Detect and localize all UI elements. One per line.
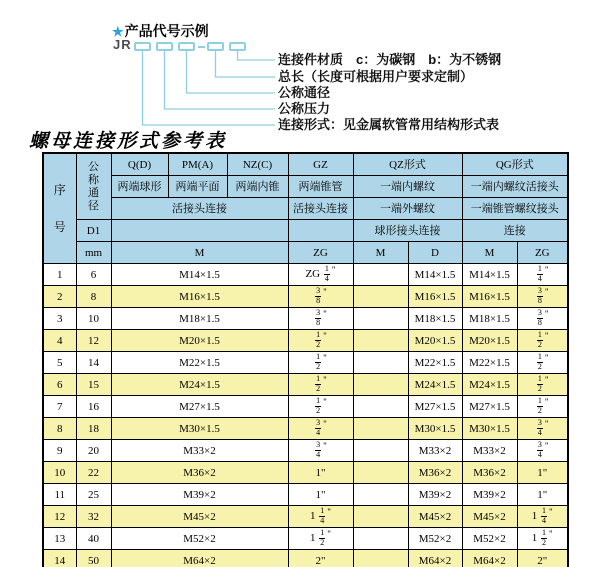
cell-seq: 3 [43, 308, 76, 330]
header-desc-qz-1: 一端内螺纹 [353, 176, 462, 198]
header-empty-gz [288, 220, 353, 242]
cell-qg_m: M18×1.5 [462, 308, 517, 330]
cell-qg_zg: $\frac{3}{8}$ " [517, 308, 568, 330]
cell-qz_d: M20×1.5 [408, 330, 462, 352]
cell-qz_m [353, 352, 408, 374]
fraction: $\frac{1}{2}$ [537, 330, 542, 349]
cell-qz_m [353, 418, 408, 440]
cell-qg_zg: $\frac{3}{4}$ " [517, 440, 568, 462]
cell-gz: 1" [288, 462, 353, 484]
cell-qg_m: M22×1.5 [462, 352, 517, 374]
cell-qz_m [353, 550, 408, 567]
label-connection: 连接形式：见金属软管常用结构形式表 [278, 117, 500, 132]
cell-seq: 5 [43, 352, 76, 374]
cell-seq: 4 [43, 330, 76, 352]
cell-qz_d: M30×1.5 [408, 418, 462, 440]
table-row [43, 418, 568, 440]
cell-qz_d: M36×2 [408, 462, 462, 484]
cell-d1: 20 [76, 440, 111, 462]
fraction: $\frac{3}{8}$ [537, 286, 542, 305]
cell-qz_m [353, 374, 408, 396]
cell-d1: 10 [76, 308, 111, 330]
cell-qz_d: M24×1.5 [408, 374, 462, 396]
cell-gz: ZG $\frac{1}{4}$ " [288, 264, 353, 286]
header-col-pma: PM(A) [168, 153, 227, 176]
header-unit-qz-m: M [353, 242, 408, 264]
cell-seq: 2 [43, 286, 76, 308]
cell-qg_m: M16×1.5 [462, 286, 517, 308]
header-unit-qz-d: D [408, 242, 462, 264]
cell-seq: 9 [43, 440, 76, 462]
cell-d1: 22 [76, 462, 111, 484]
fraction: $\frac{1}{2}$ [537, 352, 542, 371]
cell-m: M30×1.5 [111, 418, 288, 440]
cell-qg_m: M30×1.5 [462, 418, 517, 440]
fraction: $\frac{3}{4}$ [316, 418, 321, 437]
fraction: $\frac{1}{2}$ [316, 330, 321, 349]
cell-m: M39×2 [111, 484, 288, 506]
cell-d1: 8 [76, 286, 111, 308]
cell-qg_m: M39×2 [462, 484, 517, 506]
cell-qz_d: M18×1.5 [408, 308, 462, 330]
cell-m: M20×1.5 [111, 330, 288, 352]
header-unit-zg: ZG [288, 242, 353, 264]
cell-qz_m [353, 330, 408, 352]
cell-m: M45×2 [111, 506, 288, 528]
cell-qg_m: M20×1.5 [462, 330, 517, 352]
fraction: $\frac{1}{2}$ [320, 528, 325, 547]
cell-qz_d: M39×2 [408, 484, 462, 506]
table-row [43, 550, 568, 567]
fraction: $\frac{3}{4}$ [316, 440, 321, 459]
fraction: $\frac{1}{2}$ [542, 528, 547, 547]
cell-qg_zg: 2" [517, 550, 568, 567]
cell-gz: 1 $\frac{1}{2}$ " [288, 528, 353, 550]
label-length: 总长（长度可根据用户要求定制） [278, 69, 474, 84]
table-header [43, 153, 568, 264]
table-row [43, 264, 568, 286]
header-col-qd: Q(D) [111, 153, 168, 176]
cell-d1: 32 [76, 506, 111, 528]
fraction: $\frac{1}{2}$ [316, 396, 321, 415]
cell-qz_d: M22×1.5 [408, 352, 462, 374]
cell-qz_m [353, 528, 408, 550]
cell-gz: $\frac{3}{8}$ " [288, 286, 353, 308]
header-col-qz: QZ形式 [353, 153, 462, 176]
fraction: $\frac{3}{4}$ [537, 418, 542, 437]
cell-seq: 7 [43, 396, 76, 418]
cell-d1: 40 [76, 528, 111, 550]
leader-line-material [238, 51, 276, 60]
header-desc-qg-1: 一端内螺纹活接头 [462, 176, 568, 198]
cell-d1: 16 [76, 396, 111, 418]
table-row [43, 308, 568, 330]
code-prefix: JR [113, 37, 132, 52]
cell-qg_m: M52×2 [462, 528, 517, 550]
cell-qg_m: M33×2 [462, 440, 517, 462]
cell-qz_m [353, 396, 408, 418]
cell-qg_zg: 1 $\frac{1}{2}$ " [517, 528, 568, 550]
leader-line-diameter [187, 51, 276, 93]
cell-d1: 50 [76, 550, 111, 567]
header-empty-left [111, 220, 288, 242]
cell-gz: $\frac{1}{2}$ " [288, 374, 353, 396]
cell-qg_zg: $\frac{3}{4}$ " [517, 418, 568, 440]
header-seq-label: 序 号 [53, 182, 66, 235]
cell-qz_m [353, 264, 408, 286]
cell-qg_zg: 1 $\frac{1}{4}$ " [517, 506, 568, 528]
cell-m: M18×1.5 [111, 308, 288, 330]
cell-qg_m: M45×2 [462, 506, 517, 528]
label-pressure: 公称压力 [278, 101, 331, 116]
cell-seq: 10 [43, 462, 76, 484]
table-title: 螺母连接形式参考表 [29, 131, 228, 152]
header-desc-gz: 两端锥管 [288, 176, 353, 198]
cell-qg_zg: $\frac{3}{8}$ " [517, 286, 568, 308]
cell-qz_m [353, 462, 408, 484]
label-diameter: 公称通径 [278, 85, 331, 100]
cell-qz_d: M45×2 [408, 506, 462, 528]
cell-qz_m [353, 286, 408, 308]
cell-gz: $\frac{1}{2}$ " [288, 330, 353, 352]
cell-gz: $\frac{1}{2}$ " [288, 352, 353, 374]
cell-qg_m: M24×1.5 [462, 374, 517, 396]
header-unit-mm: mm [76, 242, 111, 264]
header-nominal-diameter-label: 公 称 通 径 [88, 160, 99, 212]
cell-qg_m: M64×2 [462, 550, 517, 567]
header-desc-nzc: 两端内锥 [227, 176, 288, 198]
fraction: $\frac{1}{2}$ [316, 352, 321, 371]
fraction: $\frac{1}{4}$ [537, 264, 542, 283]
cell-gz: $\frac{3}{4}$ " [288, 440, 353, 462]
cell-seq: 8 [43, 418, 76, 440]
header-col-qg: QG形式 [462, 153, 568, 176]
cell-qg_zg: $\frac{1}{2}$ " [517, 352, 568, 374]
cell-qz_d: M16×1.5 [408, 286, 462, 308]
cell-qz_m [353, 506, 408, 528]
header-desc-qd: 两端球形 [111, 176, 168, 198]
cell-m: M14×1.5 [111, 264, 288, 286]
header-conn-qg: 连接 [462, 220, 568, 242]
cell-qg_m: M14×1.5 [462, 264, 517, 286]
cell-d1: 15 [76, 374, 111, 396]
cell-qg_zg: $\frac{1}{4}$ " [517, 264, 568, 286]
header-unit-qg-zg: ZG [517, 242, 568, 264]
cell-m: M64×2 [111, 550, 288, 567]
cell-qz_m [353, 484, 408, 506]
table-row [43, 286, 568, 308]
header-desc-qg-2: 一端锥管螺纹接头 [462, 198, 568, 220]
cell-qg_zg: $\frac{1}{2}$ " [517, 374, 568, 396]
header-unit-m: M [111, 242, 288, 264]
fraction: $\frac{3}{8}$ [537, 308, 542, 327]
cell-gz: $\frac{1}{2}$ " [288, 396, 353, 418]
cell-qz_d: M64×2 [408, 550, 462, 567]
cell-m: M16×1.5 [111, 286, 288, 308]
cell-d1: 14 [76, 352, 111, 374]
fraction: $\frac{1}{2}$ [316, 374, 321, 393]
header-d1: D1 [76, 220, 111, 242]
nut-connection-table [42, 152, 569, 567]
header-nominal-diameter [76, 153, 111, 220]
cell-qz_m [353, 440, 408, 462]
cell-gz: 1" [288, 484, 353, 506]
cell-qg_zg: $\frac{1}{2}$ " [517, 330, 568, 352]
header-col-gz: GZ [288, 153, 353, 176]
product-code-title: 产品代号示例 [124, 23, 209, 39]
cell-m: M33×2 [111, 440, 288, 462]
fraction: $\frac{1}{2}$ [537, 374, 542, 393]
cell-m: M52×2 [111, 528, 288, 550]
header-unit-qg-m: M [462, 242, 517, 264]
table-row [43, 374, 568, 396]
header-conn-qz: 球形接头连接 [353, 220, 462, 242]
fraction: $\frac{1}{4}$ [542, 506, 547, 525]
fraction: $\frac{3}{8}$ [316, 308, 321, 327]
table-row [43, 484, 568, 506]
table-row [43, 506, 568, 528]
cell-qg_zg: $\frac{1}{2}$ " [517, 396, 568, 418]
cell-seq: 14 [43, 550, 76, 567]
cell-gz: $\frac{3}{4}$ " [288, 418, 353, 440]
cell-d1: 6 [76, 264, 111, 286]
table-row [43, 440, 568, 462]
cell-seq: 13 [43, 528, 76, 550]
cell-seq: 1 [43, 264, 76, 286]
cell-qg_zg: 1" [517, 462, 568, 484]
cell-qz_m [353, 308, 408, 330]
table-row [43, 330, 568, 352]
leader-line-connection [143, 51, 276, 125]
header-desc-pma: 两端平面 [168, 176, 227, 198]
cell-gz: 2" [288, 550, 353, 567]
cell-m: M27×1.5 [111, 396, 288, 418]
cell-gz: 1 $\frac{1}{4}$ " [288, 506, 353, 528]
table-row [43, 528, 568, 550]
cell-m: M24×1.5 [111, 374, 288, 396]
table-body [43, 264, 568, 567]
header-desc-qz-2: 一端外螺纹 [353, 198, 462, 220]
cell-d1: 12 [76, 330, 111, 352]
label-material: 连接件材质 c：为碳钢 b：为不锈钢 [278, 52, 502, 67]
cell-qg_zg: 1" [517, 484, 568, 506]
table-row [43, 352, 568, 374]
cell-qz_d: M14×1.5 [408, 264, 462, 286]
cell-m: M22×1.5 [111, 352, 288, 374]
fraction: $\frac{3}{8}$ [316, 286, 321, 305]
cell-seq: 12 [43, 506, 76, 528]
table-row [43, 462, 568, 484]
fraction: $\frac{1}{2}$ [537, 396, 542, 415]
cell-d1: 25 [76, 484, 111, 506]
star-icon: ★ [112, 24, 124, 39]
cell-qz_d: M27×1.5 [408, 396, 462, 418]
cell-qz_d: M33×2 [408, 440, 462, 462]
fraction: $\frac{1}{4}$ [324, 264, 329, 283]
header-conn-gz: 活接头连接 [288, 198, 353, 220]
fraction: $\frac{3}{4}$ [537, 440, 542, 459]
header-conn-union: 活接头连接 [111, 198, 288, 220]
cell-seq: 6 [43, 374, 76, 396]
leader-line-length [216, 51, 276, 77]
header-col-nzc: NZ(C) [227, 153, 288, 176]
cell-qg_m: M27×1.5 [462, 396, 517, 418]
fraction: $\frac{1}{4}$ [320, 506, 325, 525]
table-row [43, 396, 568, 418]
cell-seq: 11 [43, 484, 76, 506]
cell-d1: 18 [76, 418, 111, 440]
cell-qg_m: M36×2 [462, 462, 517, 484]
cell-qz_d: M52×2 [408, 528, 462, 550]
header-seq [43, 153, 76, 264]
cell-m: M36×2 [111, 462, 288, 484]
cell-gz: $\frac{3}{8}$ " [288, 308, 353, 330]
